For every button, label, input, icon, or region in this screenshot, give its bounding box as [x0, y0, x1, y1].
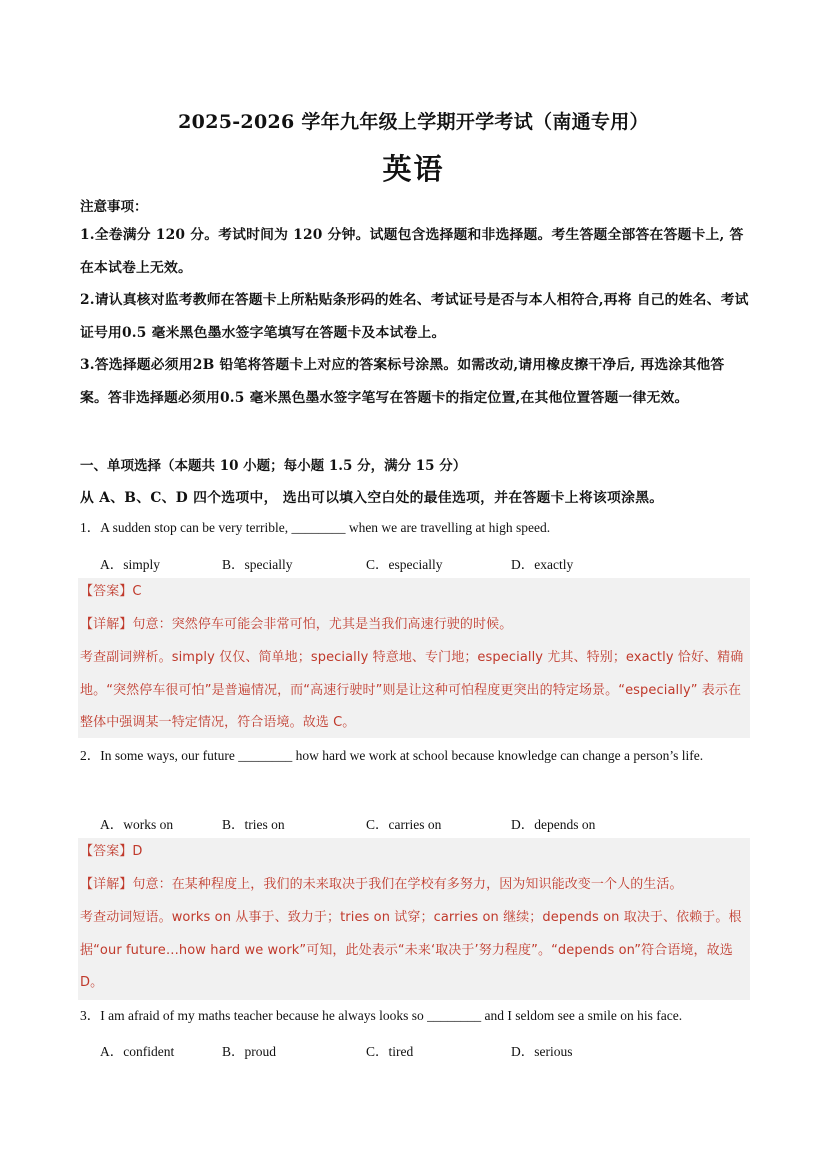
exam-subject: 英语 — [382, 152, 445, 186]
notice-item-2: 2.请认真核对监考教师在答题卡上所粘贴条形码的姓名、考试证号是否与本人相符合,再将 自己的姓名、考试证号用0.5 毫米黑色墨水签字笔填写在答题卡及本试卷上。 — [80, 292, 749, 341]
question-1-option-d: D．exactly — [511, 557, 574, 572]
question-1-option-b: B．specially — [222, 557, 293, 572]
question-2-answer: 【答案】D — [80, 844, 143, 859]
question-2-option-a: A．works on — [100, 817, 174, 832]
question-2-option-c: C．carries on — [366, 817, 442, 832]
question-2-detail: 【详解】句意：在某种程度上，我们的未来取决于我们在学校有多努力，因为知识能改变一个人的生活。 — [80, 877, 683, 892]
question-1-option-c: C．especially — [366, 557, 443, 572]
notice-item-3: 3.答选择题必须用2B 铅笔将答题卡上对应的答案标号涂黑。如需改动,请用橡皮擦干净后, 再选涂其他答案。答非选择题必须用0.5 毫米黑色墨水签字笔写在答题卡的指定位置,在其他位置答题一律无效。 — [80, 357, 725, 406]
notice-item-1: 1.全卷满分 120 分。考试时间为 120 分钟。试题包含选择题和非选择题。考生答题全部答在答题卡上, 答在本试卷上无效。 — [80, 227, 744, 276]
question-1-analysis: 考查副词辨析。simply 仅仅、简单地；specially 特意地、专门地；especially 尤其、特别；exactly 恰好、精确地。“突然停车很可怕”是普遍情况，而“高速行驶时”则是让这种可怕程度更突出的特定场景。“especially” 表示在整体中强调某一特定情况，符合语境。故选 C。 — [80, 650, 744, 730]
question-1-answer: 【答案】C — [80, 584, 142, 599]
question-1-stem: 1．A sudden stop can be very terrible, ________ when we are travelling at high speed. — [80, 520, 551, 535]
question-3-option-c: C．tired — [366, 1044, 414, 1059]
exam-title: 2025-2026 学年九年级上学期开学考试（南通专用） — [178, 111, 649, 133]
question-2-stem: 2．In some ways, our future ________ how hard we work at school because knowledge can change a person’s life. — [80, 748, 704, 763]
section-instruction: 从 A、B、C、D 四个选项中， 选出可以填入空白处的最佳选项，并在答题卡上将该项涂黑。 — [80, 490, 664, 506]
question-3-option-b: B．proud — [222, 1044, 276, 1059]
question-2-option-d: D．depends on — [511, 817, 596, 832]
question-3-stem: 3．I am afraid of my maths teacher because he always looks so ________ and I seldom see a smile on his face. — [80, 1008, 683, 1023]
notice-heading: 注意事项： — [80, 199, 148, 215]
question-1-option-a: A．simply — [100, 557, 161, 572]
section-heading: 一、单项选择（本题共 10 小题；每小题 1.5 分，满分 15 分） — [80, 458, 467, 474]
question-3-option-a: A．confident — [100, 1044, 175, 1059]
question-2-analysis: 考查动词短语。works on 从事于、致力于；tries on 试穿；carries on 继续；depends on 取决于、依赖于。根据“our future…how hard we work”可知，此处表示“未来‘取决于’努力程度”。“depends on”符合语境，故选 D。 — [80, 910, 742, 990]
question-3-option-d: D．serious — [511, 1044, 573, 1059]
question-1-detail: 【详解】句意：突然停车可能会非常可怕，尤其是当我们高速行驶的时候。 — [80, 617, 513, 632]
question-2-option-b: B．tries on — [222, 817, 285, 832]
